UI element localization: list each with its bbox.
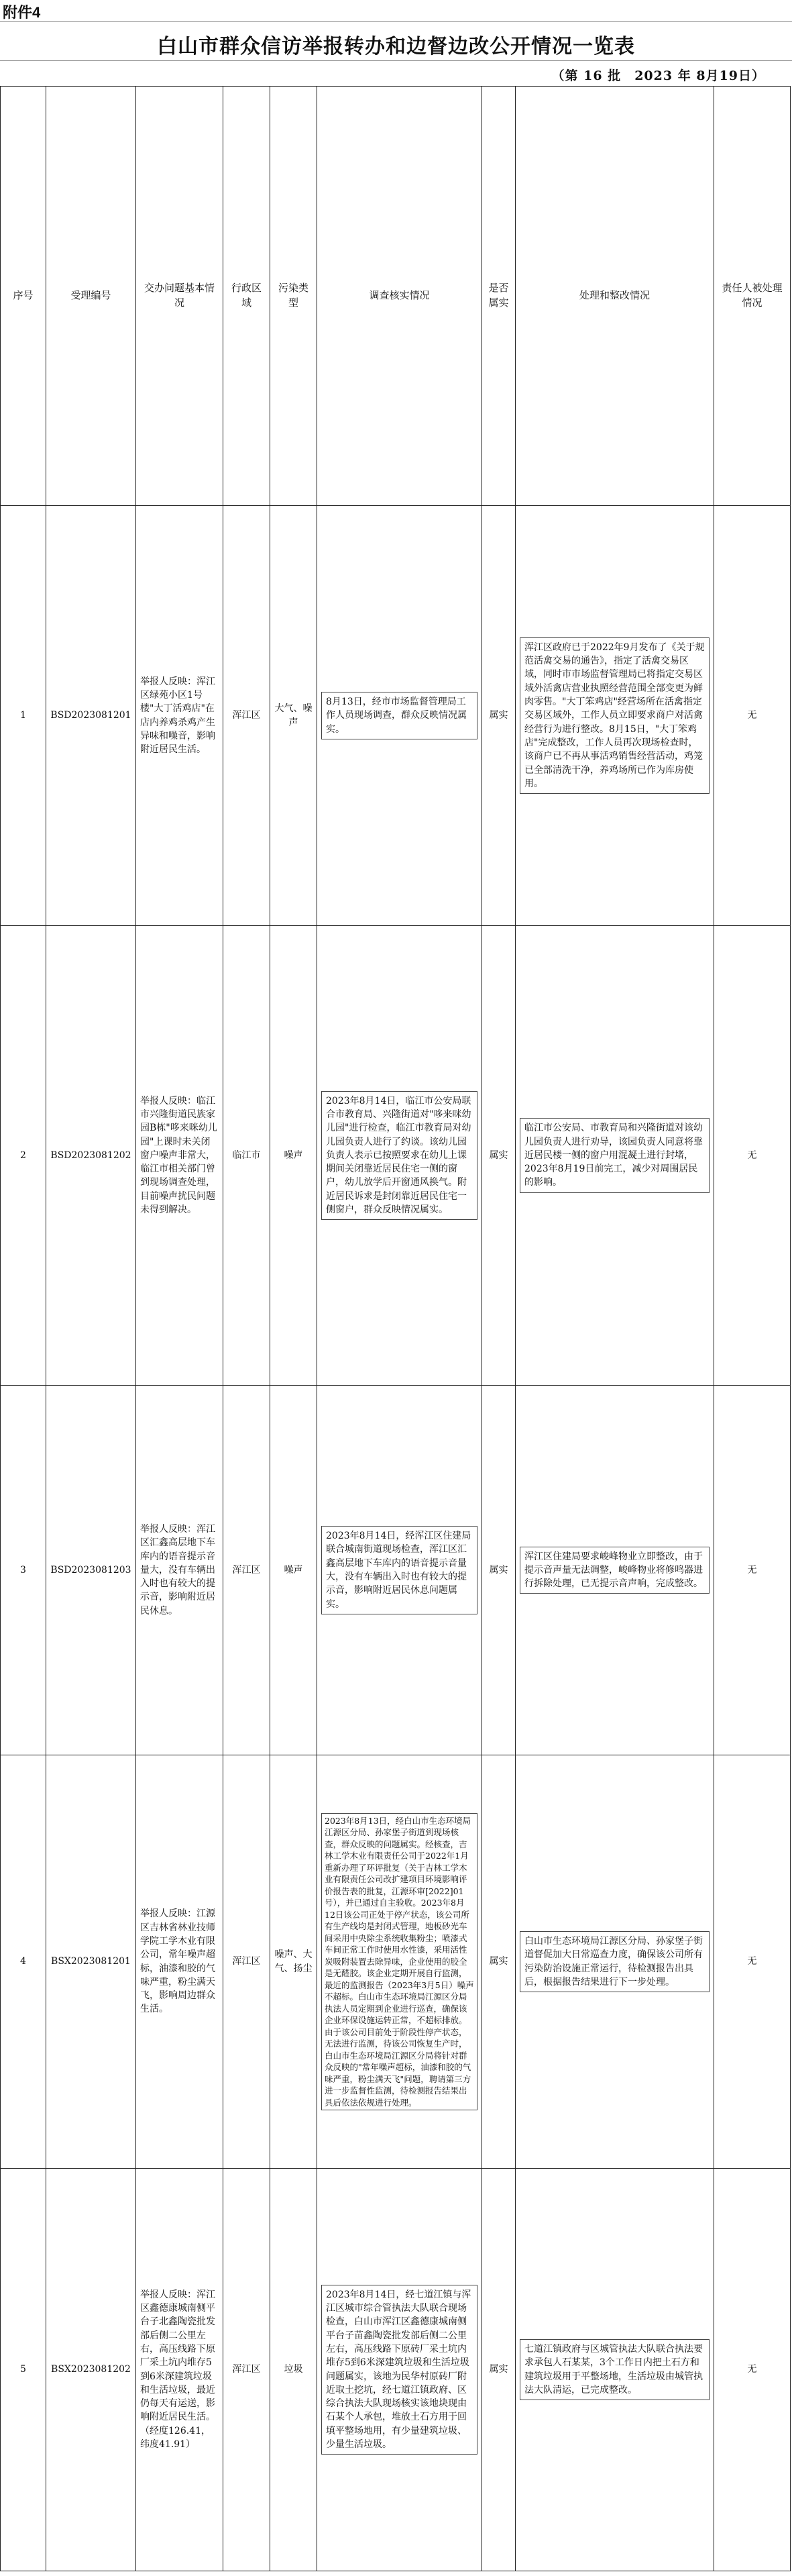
cell-region: 浑江区 <box>223 506 270 926</box>
cell-accountability: 无 <box>714 1386 791 1755</box>
cell-investigation <box>317 2169 482 2571</box>
header-row <box>1 87 791 506</box>
cell-handling <box>516 2169 714 2571</box>
header-issue: 交办问题基本情况 <box>136 87 223 506</box>
header-accountability: 责任人被处理情况 <box>714 87 791 506</box>
table-row <box>1 2169 791 2571</box>
handling-text: 七道江镇政府与区城管执法大队联合执法要求承包人石某某，3个工作日内把土石方和建筑垃圾用于平整场地，生活垃圾由城管执法大队清运，已完成整改。 <box>520 2339 710 2400</box>
cell-pollution: 噪声 <box>270 926 317 1386</box>
cell-issue: 举报人反映：临江市兴隆街道民族家园B栋"哆来咪幼儿园"上课时未关闭窗户噪声非常大，临江市相关部门曾到现场调查处理，目前噪声扰民问题未得到解决。 <box>136 926 223 1386</box>
cell-issue: 举报人反映：浑江区鑫德康城南侧平台子北鑫陶瓷批发部后侧二公里左右，高压线路下原厂采土坑内堆存5到6米深建筑垃圾和生活垃圾，最近仍每天有运送，影响附近居民生活。（经度126.41，纬度41.91） <box>136 2169 223 2571</box>
cell-handling <box>516 1386 714 1755</box>
handling-text: 浑江区政府已于2022年9月发布了《关于规范活禽交易的通告》，指定了活禽交易区域，同时市市场监督管理局已将指定交易区域外活禽店营业执照经营范围全部变更为鲜肉零售。"大丁笨鸡店"经营场所在活禽指定交易区域外，工作人员立即要求商户对活禽经营行为进行整改。8月15日，"大丁笨鸡店"完成整改，工作人员再次现场检查时，该商户已不再从事活鸡销售经营活动，鸡笼已全部清洗干净，养鸡场所已作为库房使用。 <box>520 637 710 794</box>
header-investigation: 调查核实情况 <box>317 87 482 506</box>
investigation-text: 2023年8月14日，经浑江区住建局联合城南街道现场检查，浑江区汇鑫高层地下车库内的语音提示音量大，没有车辆出入时也有较大的提示音，影响附近居民休息问题属实。 <box>321 1526 477 1614</box>
cell-id: BSX2023081201 <box>46 1755 136 2169</box>
cell-verified: 属实 <box>482 1386 516 1755</box>
cell-verified: 属实 <box>482 926 516 1386</box>
investigation-text: 2023年8月13日，经白山市生态环境局江源区分局、孙家堡子街道到现场核查，群众反映的问题属实。经核查，吉林工学木业有限责任公司于2022年1月重新办理了环评批复（关于吉林工学木业有限责任公司改扩建项目环境影响评价报告表的批复，江源环审[2022]01号），并已通过自主验收。2023年8月12日该公司正处于停产状态，该公司所有生产线均是封闭式管理，地板砂光车间采用中央除尘系统收集粉尘；喷漆式车间正常工作时使用水性漆，采用活性炭吸附装置去除异味，企业使用的胶全是无醛胶。该企业定期开展自行监测，最近的监测报告（2023年3月5日）噪声不超标。白山市生态环境局江源区分局执法人员定期到企业进行巡查，确保该企业环保设施运转正常，不超标排放。由于该公司目前处于阶段性停产状态，无法进行监测，待该公司恢复生产时，白山市生态环境局江源区分局将针对群众反映的"常年噪声超标，油漆和胶的气味严重，粉尘满天飞"问题，聘请第三方进一步监督性监测，待检测报告结果出具后依法依规进行处理。 <box>321 1813 477 2111</box>
table-row <box>1 1755 791 2169</box>
header-pollution: 污染类型 <box>270 87 317 506</box>
cell-seq: 4 <box>1 1755 46 2169</box>
cell-seq: 3 <box>1 1386 46 1755</box>
cell-issue: 举报人反映：江源区吉林省林业技师学院工学木业有限公司，常年噪声超标，油漆和胶的气味严重，粉尘满天飞，影响周边群众生活。 <box>136 1755 223 2169</box>
cell-issue: 举报人反映：浑江区绿苑小区1号楼"大丁活鸡店"在店内养鸡杀鸡产生异味和噪音，影响附近居民生活。 <box>136 506 223 926</box>
handling-text: 白山市生态环境局江源区分局、孙家堡子街道督促加大日常巡查力度，确保该公司所有污染防治设施正常运行，待检测报告出具后，根据报告结果进行下一步处理。 <box>520 1931 710 1992</box>
table-row <box>1 506 791 926</box>
cell-investigation <box>317 926 482 1386</box>
header-verified: 是否属实 <box>482 87 516 506</box>
cell-accountability: 无 <box>714 506 791 926</box>
cell-handling <box>516 506 714 926</box>
cell-region: 浑江区 <box>223 1755 270 2169</box>
cell-seq: 1 <box>1 506 46 926</box>
table-row <box>1 1386 791 1755</box>
cell-id: BSD2023081202 <box>46 926 136 1386</box>
cell-investigation <box>317 1755 482 2169</box>
handling-text: 浑江区住建局要求峻峰物业立即整改，由于提示音声量无法调整，峻峰物业将修鸣器进行拆除处理，已无提示音声响，完成整改。 <box>520 1547 710 1594</box>
cell-verified: 属实 <box>482 506 516 926</box>
cell-id: BSD2023081201 <box>46 506 136 926</box>
header-id: 受理编号 <box>46 87 136 506</box>
cell-investigation <box>317 1386 482 1755</box>
header-seq: 序号 <box>1 87 46 506</box>
complaint-table <box>0 86 791 2571</box>
attachment-label: 附件4 <box>3 4 41 21</box>
cell-region: 浑江区 <box>223 1386 270 1755</box>
cell-verified: 属实 <box>482 1755 516 2169</box>
cell-accountability: 无 <box>714 1755 791 2169</box>
cell-region: 浑江区 <box>223 2169 270 2571</box>
top-divider <box>0 21 792 22</box>
title-divider <box>0 60 792 61</box>
batch-date: （第 16 批 2023 年 8月19日） <box>551 68 765 83</box>
header-region: 行政区域 <box>223 87 270 506</box>
cell-handling <box>516 1755 714 2169</box>
investigation-text: 8月13日，经市市场监督管理局工作人员现场调查，群众反映情况属实。 <box>321 692 477 739</box>
cell-verified: 属实 <box>482 2169 516 2571</box>
investigation-text: 2023年8月14日，经七道江镇与浑江区城市综合管执法大队联合现场检查，白山市浑江区鑫德康城南侧平台子苗鑫陶瓷批发部后侧二公里左右，高压线路下原砖厂采土坑内堆存5到6米深建筑垃圾和生活垃圾问题属实，该地为民华村原砖厂附近取土挖坑，经七道江镇政府、区综合执法大队现场核实该地块现由石某个人承包，堆放土石方用于回填平整场地用，有少量建筑垃圾、少量生活垃圾。 <box>321 2285 477 2455</box>
cell-pollution: 噪声 <box>270 1386 317 1755</box>
cell-id: BSX2023081202 <box>46 2169 136 2571</box>
cell-handling <box>516 926 714 1386</box>
page-title: 白山市群众信访举报转办和边督边改公开情况一览表 <box>157 36 635 58</box>
cell-seq: 2 <box>1 926 46 1386</box>
table-row <box>1 926 791 1386</box>
cell-accountability: 无 <box>714 2169 791 2571</box>
header-handling: 处理和整改情况 <box>516 87 714 506</box>
cell-region: 临江市 <box>223 926 270 1386</box>
cell-accountability: 无 <box>714 926 791 1386</box>
investigation-text: 2023年8月14日，临江市公安局联合市教育局、兴隆街道对"哆来咪幼儿园"进行检查，临江市教育局对幼儿园负责人进行了约谈。该幼儿园负责人表示已按照要求在幼儿上课期间关闭靠近居民住宅一侧的窗户，幼儿放学后开窗通风换气。附近居民诉求是封闭靠近居民住宅一侧窗户，群众反映情况属实。 <box>321 1091 477 1221</box>
cell-issue: 举报人反映：浑江区汇鑫高层地下车库内的语音提示音量大，没有车辆出入时也有较大的提示音，影响附近居民休息。 <box>136 1386 223 1755</box>
cell-pollution: 垃圾 <box>270 2169 317 2571</box>
cell-investigation <box>317 506 482 926</box>
cell-pollution: 大气、噪声 <box>270 506 317 926</box>
handling-text: 临江市公安局、市教育局和兴隆街道对该幼儿园负责人进行劝导，该园负责人同意将靠近居民楼一侧的窗户用混凝土进行封堵，2023年8月19日前完工，减少对周围居民的影响。 <box>520 1118 710 1192</box>
cell-pollution: 噪声、大气、扬尘 <box>270 1755 317 2169</box>
cell-id: BSD2023081203 <box>46 1386 136 1755</box>
cell-seq: 5 <box>1 2169 46 2571</box>
